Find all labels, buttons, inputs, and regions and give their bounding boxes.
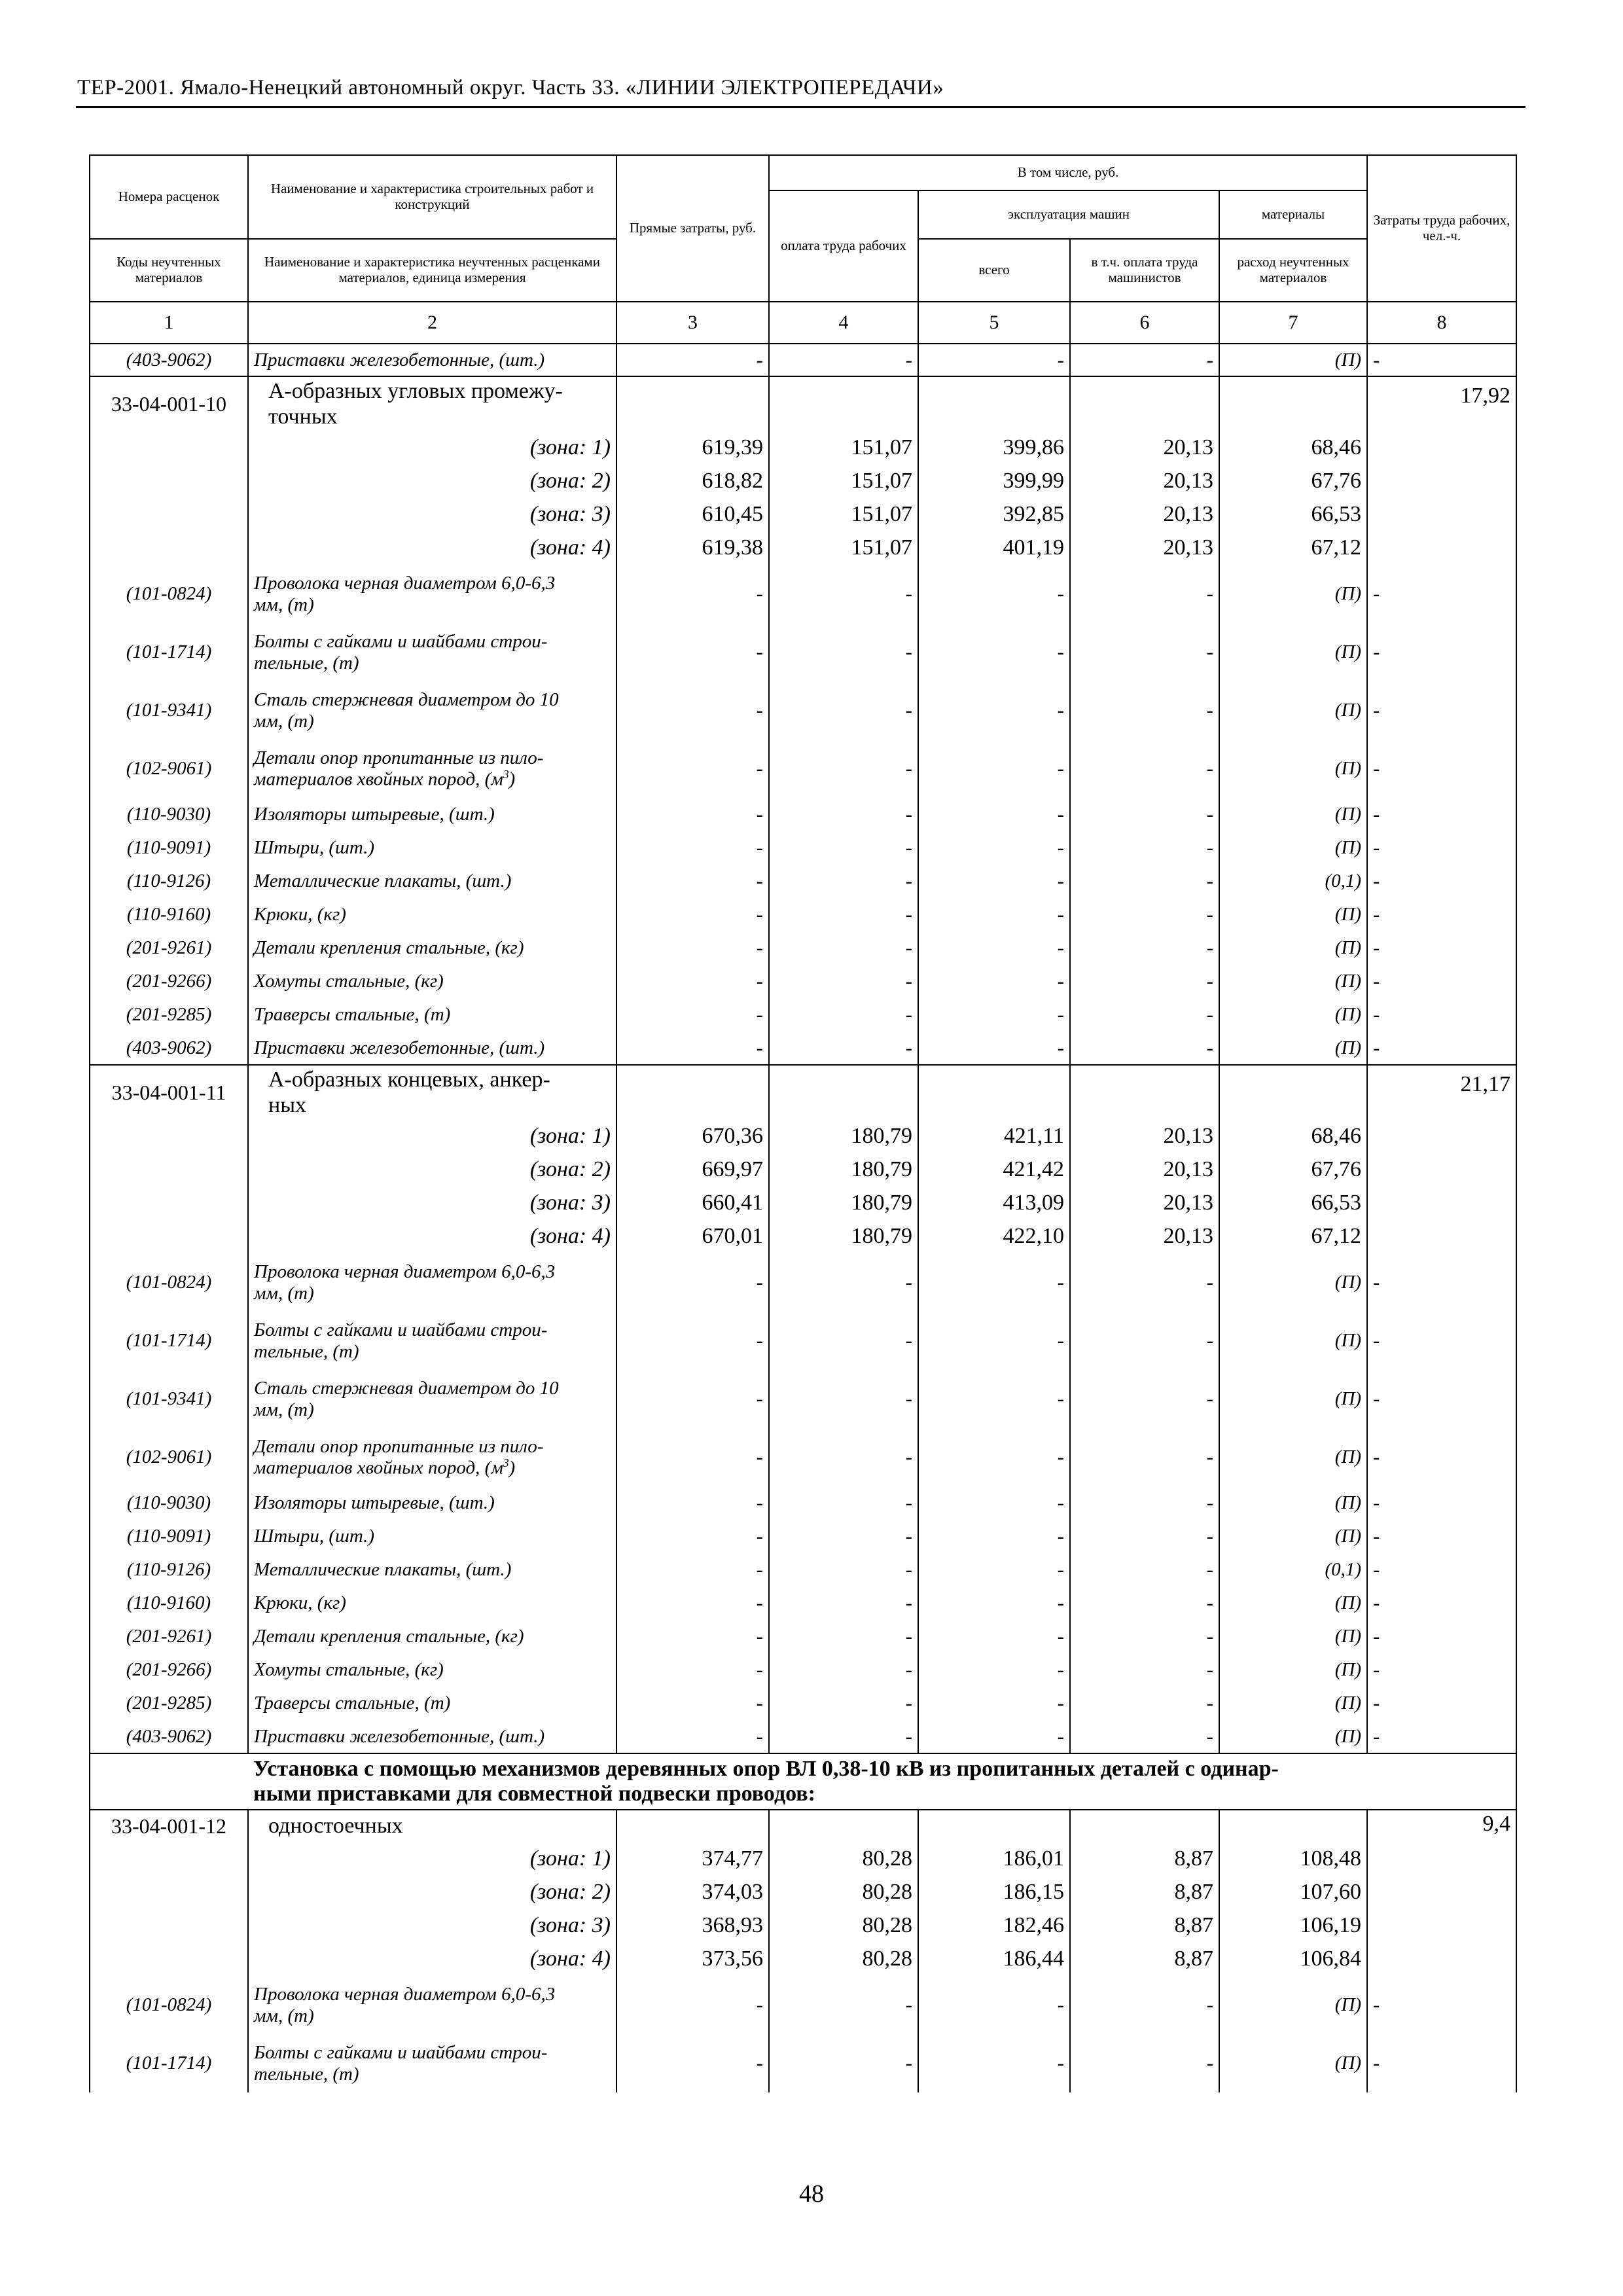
material-name: Штыри, (шт.) (248, 1520, 616, 1553)
material-row: (201-9261) Детали крепления стальные, (кг) - - - - (П) - (90, 1620, 1516, 1653)
material-row: (101-1714) Болты с гайками и шайбами строи- тельные, (т) - - - - (П) - (90, 1312, 1516, 1370)
material-quantity: (П) (1219, 1312, 1367, 1370)
section-heading-row (90, 1753, 1516, 1810)
section-heading: Установка с помощью механизмов деревянных опор ВЛ 0,38-10 кВ из пропитанных деталей с одинар- ными приставками для совместной подвески проводов: (248, 1753, 1516, 1810)
zone-row: (зона: 2) 669,97 180,79 421,42 20,13 67,76 (90, 1153, 1516, 1187)
header-machines-group: эксплуатация машин (918, 190, 1219, 239)
rate-code: 33-04-001-11 (90, 1065, 248, 1120)
zone-row: (зона: 2) 374,03 80,28 186,15 8,87 107,60 (90, 1876, 1516, 1909)
column-number: 2 (248, 302, 616, 344)
material-code: (403-9062) (90, 1031, 248, 1065)
rate-item-row (90, 376, 1516, 431)
material-row: (110-9091) Штыри, (шт.) - - - - (П) - (90, 831, 1516, 865)
zone-row: (зона: 4) 619,38 151,07 401,19 20,13 67,12 (90, 531, 1516, 565)
material-code: (101-1714) (90, 1312, 248, 1370)
material-code: (110-9030) (90, 1486, 248, 1520)
material-row: (403-9062) Приставки железобетонные, (шт.) - - - - (П) - (90, 1031, 1516, 1065)
material-name: Детали опор пропитанные из пило- материалов хвойных пород, $(м^3)$ (248, 740, 616, 798)
material-name: Металлические плакаты, (шт.) (248, 1553, 616, 1587)
zone-row: (зона: 3) 368,93 80,28 182,46 8,87 106,19 (90, 1909, 1516, 1943)
rate-code: 33-04-001-12 (90, 1810, 248, 1842)
material-row: (403-9062) Приставки железобетонные, (шт.) - - - - (П) - (90, 1720, 1516, 1753)
material-code: (101-1714) (90, 2034, 248, 2092)
zone-label: (зона: 2) (248, 465, 616, 498)
material-row: (101-0824) Проволока черная диаметром 6,0-6,3 мм, (т) - - - - (П) - (90, 565, 1516, 623)
column-numbers-row (90, 302, 1516, 344)
material-name: Приставки железобетонные, (шт.) (248, 1720, 616, 1753)
header-machinist-wages: в т.ч. оплата труда машинистов (1070, 239, 1219, 302)
zone-label: (зона: 1) (248, 1120, 616, 1153)
zone-row: (зона: 2) 618,82 151,07 399,99 20,13 67,76 (90, 465, 1516, 498)
material-quantity: (П) (1219, 681, 1367, 740)
material-code: (102-9061) (90, 1428, 248, 1486)
material-code: (110-9091) (90, 831, 248, 865)
material-name: Болты с гайками и шайбами строи- тельные, (т) (248, 2034, 616, 2092)
material-name: Проволока черная диаметром 6,0-6,3 мм, (т) (248, 1976, 616, 2034)
header-materials-usage: расход неучтенных материалов (1219, 239, 1367, 302)
rate-item-row (90, 1065, 1516, 1120)
zone-row: (зона: 1) 619,39 151,07 399,86 20,13 68,46 (90, 431, 1516, 465)
material-quantity: (П) (1219, 1253, 1367, 1312)
header-material-names: Наименование и характеристика неучтенных расценками материалов, единица измерения (248, 239, 616, 302)
material-row: (102-9061) Детали опор пропитанные из пило- материалов хвойных пород, $(м^3)$ - - - - (П) - (90, 740, 1516, 798)
material-quantity: (П) (1219, 898, 1367, 931)
zone-row: (зона: 3) 610,45 151,07 392,85 20,13 66,53 (90, 498, 1516, 531)
material-code: (110-9091) (90, 1520, 248, 1553)
material-quantity: (П) (1219, 931, 1367, 965)
material-quantity: (П) (1219, 565, 1367, 623)
header-labor-costs: Затраты труда рабочих, чел.-ч. (1367, 155, 1516, 302)
material-code: (101-9341) (90, 1370, 248, 1428)
column-number: 8 (1367, 302, 1516, 344)
zone-row: (зона: 4) 373,56 80,28 186,44 8,87 106,84 (90, 1943, 1516, 1976)
work-title: А-образных концевых, анкер- ных (248, 1065, 616, 1120)
labor-costs: 21,17 (1367, 1065, 1516, 1120)
material-quantity: (П) (1219, 344, 1367, 376)
material-name: Болты с гайками и шайбами строи- тельные, (т) (248, 1312, 616, 1370)
material-code: (110-9126) (90, 865, 248, 898)
material-name: Проволока черная диаметром 6,0-6,3 мм, (т) (248, 565, 616, 623)
material-code: (101-1714) (90, 623, 248, 681)
zone-row: (зона: 1) 374,77 80,28 186,01 8,87 108,48 (90, 1842, 1516, 1876)
material-row: (201-9261) Детали крепления стальные, (кг) - - - - (П) - (90, 931, 1516, 965)
material-row: (110-9091) Штыри, (шт.) - - - - (П) - (90, 1520, 1516, 1553)
page-number: 48 (799, 2180, 824, 2208)
header-row-1 (90, 155, 1516, 190)
work-title: А-образных угловых промежу- точных (248, 376, 616, 431)
material-quantity: (0,1) (1219, 1553, 1367, 1587)
material-name: Металлические плакаты, (шт.) (248, 865, 616, 898)
material-quantity: (П) (1219, 1620, 1367, 1653)
material-name: Детали крепления стальные, (кг) (248, 1620, 616, 1653)
material-code: (201-9266) (90, 965, 248, 998)
material-quantity: (0,1) (1219, 865, 1367, 898)
zone-label: (зона: 1) (248, 431, 616, 465)
material-row: (102-9061) Детали опор пропитанные из пило- материалов хвойных пород, $(м^3)$ - - - - (П) - (90, 1428, 1516, 1486)
column-number: 7 (1219, 302, 1367, 344)
material-row: (110-9160) Крюки, (кг) - - - - (П) - (90, 1587, 1516, 1620)
zone-row: (зона: 1) 670,36 180,79 421,11 20,13 68,46 (90, 1120, 1516, 1153)
material-quantity: (П) (1219, 1587, 1367, 1620)
material-name: Траверсы стальные, (т) (248, 998, 616, 1031)
column-number: 1 (90, 302, 248, 344)
material-code: (110-9126) (90, 1553, 248, 1587)
zone-label: (зона: 2) (248, 1153, 616, 1187)
column-number: 6 (1070, 302, 1219, 344)
material-row: (201-9285) Траверсы стальные, (т) - - - - (П) - (90, 1687, 1516, 1720)
material-quantity: (П) (1219, 1370, 1367, 1428)
material-code: (102-9061) (90, 740, 248, 798)
material-quantity: (П) (1219, 2034, 1367, 2092)
material-row: (110-9126) Металлические плакаты, (шт.) - - - - (0,1) - (90, 865, 1516, 898)
material-code: (101-0824) (90, 1976, 248, 2034)
material-quantity: (П) (1219, 1520, 1367, 1553)
column-number: 3 (616, 302, 769, 344)
material-code: (201-9285) (90, 1687, 248, 1720)
material-row: (201-9285) Траверсы стальные, (т) - - - - (П) - (90, 998, 1516, 1031)
material-name: Хомуты стальные, (кг) (248, 1653, 616, 1687)
material-name: Приставки железобетонные, (шт.) (248, 1031, 616, 1065)
zone-label: (зона: 3) (248, 498, 616, 531)
price-table (89, 154, 1517, 2092)
header-materials-group: материалы (1219, 190, 1367, 239)
zone-row: (зона: 4) 670,01 180,79 422,10 20,13 67,12 (90, 1220, 1516, 1253)
material-quantity: (П) (1219, 1687, 1367, 1720)
material-name: Крюки, (кг) (248, 1587, 616, 1620)
material-code: (201-9285) (90, 998, 248, 1031)
material-code: (201-9266) (90, 1653, 248, 1687)
material-name: Проволока черная диаметром 6,0-6,3 мм, (т) (248, 1253, 616, 1312)
material-row: (110-9030) Изоляторы штыревые, (шт.) - - - - (П) - (90, 1486, 1516, 1520)
material-quantity: (П) (1219, 1653, 1367, 1687)
material-name: Крюки, (кг) (248, 898, 616, 931)
material-row: (110-9126) Металлические плакаты, (шт.) - - - - (0,1) - (90, 1553, 1516, 1587)
material-quantity: (П) (1219, 965, 1367, 998)
header-rule (76, 106, 1525, 108)
material-quantity: (П) (1219, 740, 1367, 798)
material-row: (101-1714) Болты с гайками и шайбами строи- тельные, (т) - - - - (П) - (90, 623, 1516, 681)
zone-label: (зона: 4) (248, 531, 616, 565)
material-code: (201-9261) (90, 1620, 248, 1653)
header-direct-costs: Прямые затраты, руб. (616, 155, 769, 302)
labor-costs: 17,92 (1367, 376, 1516, 431)
material-row: (101-0824) Проволока черная диаметром 6,0-6,3 мм, (т) - - - - (П) - (90, 1253, 1516, 1312)
header-rate-numbers: Номера расценок (90, 155, 248, 239)
material-name: Сталь стержневая диаметром до 10 мм, (т) (248, 1370, 616, 1428)
material-code: (110-9160) (90, 1587, 248, 1620)
material-quantity: (П) (1219, 623, 1367, 681)
material-name: Сталь стержневая диаметром до 10 мм, (т) (248, 681, 616, 740)
material-quantity: (П) (1219, 798, 1367, 831)
material-row: (101-0824) Проволока черная диаметром 6,0-6,3 мм, (т) - - - - (П) - (90, 1976, 1516, 2034)
material-code: (110-9030) (90, 798, 248, 831)
rate-item-row (90, 1810, 1516, 1842)
material-row: (201-9266) Хомуты стальные, (кг) - - - - (П) - (90, 965, 1516, 998)
material-code: (403-9062) (90, 344, 248, 376)
material-name: Изоляторы штыревые, (шт.) (248, 798, 616, 831)
material-code: (101-9341) (90, 681, 248, 740)
zone-label: (зона: 4) (248, 1943, 616, 1976)
material-name: Изоляторы штыревые, (шт.) (248, 1486, 616, 1520)
header-including-group: В том числе, руб. (769, 155, 1367, 190)
material-row: (110-9160) Крюки, (кг) - - - - (П) - (90, 898, 1516, 931)
material-row: (201-9266) Хомуты стальные, (кг) - - - - (П) - (90, 1653, 1516, 1687)
zone-label: (зона: 3) (248, 1909, 616, 1943)
material-code: (101-0824) (90, 1253, 248, 1312)
zone-label: (зона: 3) (248, 1187, 616, 1220)
zone-label: (зона: 2) (248, 1876, 616, 1909)
material-row: (110-9030) Изоляторы штыревые, (шт.) - - - - (П) - (90, 798, 1516, 831)
material-quantity: (П) (1219, 1031, 1367, 1065)
material-row: (101-9341) Сталь стержневая диаметром до 10 мм, (т) - - - - (П) - (90, 681, 1516, 740)
header-workers-wages: оплата труда рабочих (769, 190, 918, 302)
material-quantity: (П) (1219, 1720, 1367, 1753)
rate-code: 33-04-001-10 (90, 376, 248, 431)
material-name: Траверсы стальные, (т) (248, 1687, 616, 1720)
zone-row: (зона: 3) 660,41 180,79 413,09 20,13 66,53 (90, 1187, 1516, 1220)
material-row: (101-1714) Болты с гайками и шайбами строи- тельные, (т) - - - - (П) - (90, 2034, 1516, 2092)
work-title: одностоечных (248, 1810, 616, 1842)
zone-label: (зона: 1) (248, 1842, 616, 1876)
material-quantity: (П) (1219, 1486, 1367, 1520)
material-code: (403-9062) (90, 1720, 248, 1753)
header-work-name: Наименование и характеристика строительных работ и конструкций (248, 155, 616, 239)
zone-label: (зона: 4) (248, 1220, 616, 1253)
labor-costs: 9,4 (1367, 1810, 1516, 1842)
material-row: (101-9341) Сталь стержневая диаметром до 10 мм, (т) - - - - (П) - (90, 1370, 1516, 1428)
material-name: Хомуты стальные, (кг) (248, 965, 616, 998)
column-number: 5 (918, 302, 1070, 344)
material-code: (110-9160) (90, 898, 248, 931)
header-material-codes: Коды неучтенных материалов (90, 239, 248, 302)
material-name: Штыри, (шт.) (248, 831, 616, 865)
column-number: 4 (769, 302, 918, 344)
material-code: (101-0824) (90, 565, 248, 623)
material-quantity: (П) (1219, 1976, 1367, 2034)
running-title: ТЕР-2001. Ямало-Ненецкий автономный округ. Часть 33. «ЛИНИИ ЭЛЕКТРОПЕРЕДАЧИ» (77, 76, 944, 99)
material-name: Детали крепления стальные, (кг) (248, 931, 616, 965)
material-name: Приставки железобетонные, (шт.) (248, 344, 616, 376)
material-quantity: (П) (1219, 1428, 1367, 1486)
material-quantity: (П) (1219, 998, 1367, 1031)
material-code: (201-9261) (90, 931, 248, 965)
material-name: Детали опор пропитанные из пило- материалов хвойных пород, $(м^3)$ (248, 1428, 616, 1486)
material-quantity: (П) (1219, 831, 1367, 865)
material-name: Болты с гайками и шайбами строи- тельные, (т) (248, 623, 616, 681)
header-machines-total: всего (918, 239, 1070, 302)
material-row: (403-9062) Приставки железобетонные, (шт.) - - - - (П) - (90, 344, 1516, 376)
